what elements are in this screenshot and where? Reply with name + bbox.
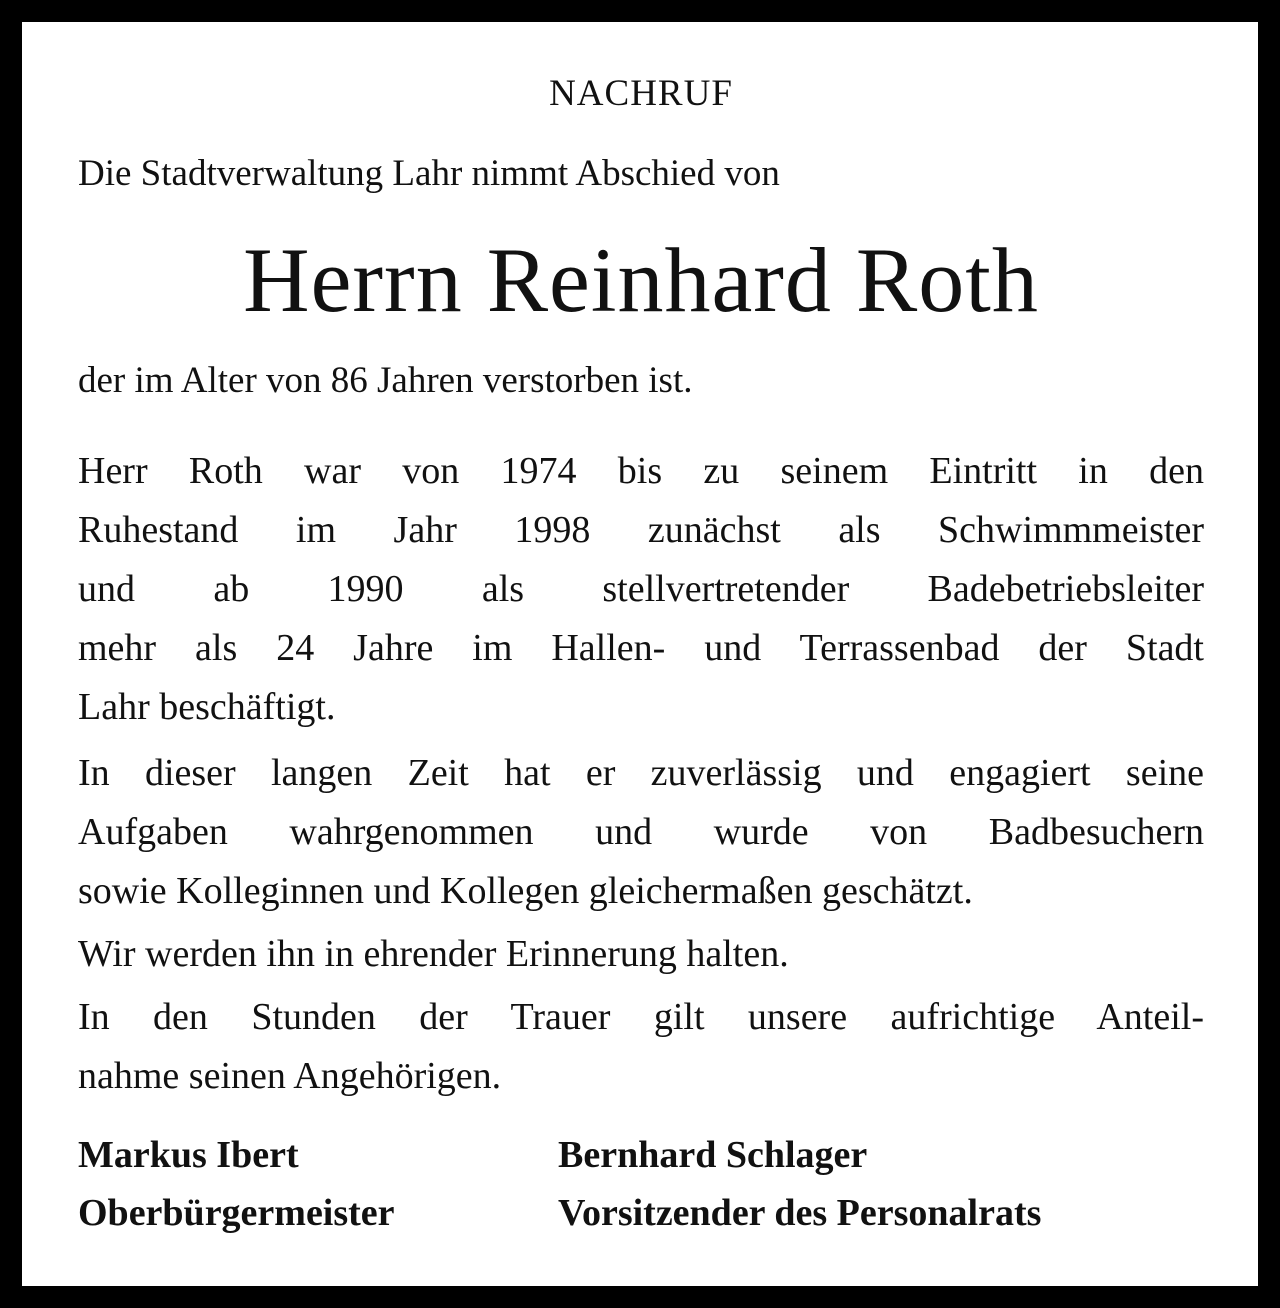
deceased-name: Herrn Reinhard Roth: [243, 229, 1039, 331]
paragraph-line: mehr als 24 Jahre im Hallen- und Terrassenbad der Stadt: [78, 627, 1204, 669]
paragraph-line: In dieser langen Zeit hat er zuverlässig und engagiert seine: [78, 752, 1204, 794]
notice-paper: [22, 22, 1258, 1286]
career-paragraph: [78, 442, 1204, 737]
paragraph-line: Herr Roth war von 1974 bis zu seinem Eintritt in den: [78, 450, 1204, 492]
paragraph-line: und ab 1990 als stellvertretender Badebetriebsleiter: [78, 568, 1204, 610]
tribute-paragraph: [78, 744, 1204, 921]
paragraph-line: sowie Kolleginnen und Kollegen gleichermaßen geschätzt.: [78, 870, 973, 912]
signatory-title: Oberbürgermeister: [78, 1192, 395, 1234]
paragraph-line: nahme seinen Angehörigen.: [78, 1055, 502, 1097]
paragraph-line: Aufgaben wahrgenommen und wurde von Badbesuchern: [78, 811, 1204, 853]
signature-mayor: [78, 1126, 395, 1242]
intro-line: Die Stadtverwaltung Lahr nimmt Abschied von: [78, 153, 780, 194]
notice-heading: NACHRUF: [549, 73, 733, 114]
paragraph-line: Lahr beschäftigt.: [78, 686, 336, 728]
signatory-title: Vorsitzender des Personalrats: [558, 1192, 1042, 1234]
signatory-name: Markus Ibert: [78, 1134, 299, 1176]
condolence-paragraph: [78, 988, 1204, 1106]
paragraph-line: In den Stunden der Trauer gilt unsere aufrichtige Anteil-: [78, 996, 1204, 1038]
remembrance-paragraph: [78, 925, 1204, 984]
paragraph-line: Ruhestand im Jahr 1998 zunächst als Schwimmmeister: [78, 509, 1204, 551]
signature-staff-council: [558, 1126, 1041, 1242]
signatory-name: Bernhard Schlager: [558, 1134, 868, 1176]
age-line: der im Alter von 86 Jahren verstorben ist.: [78, 360, 693, 401]
paragraph-line: Wir werden ihn in ehrender Erinnerung halten.: [78, 933, 789, 975]
